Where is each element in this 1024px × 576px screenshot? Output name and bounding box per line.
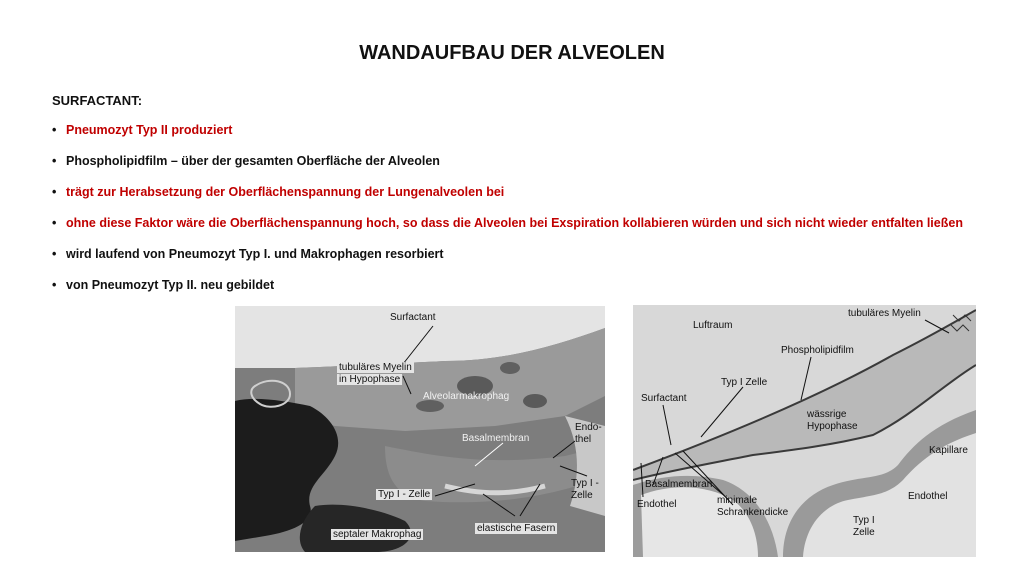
label-phospholipidfilm: Phospholipidfilm bbox=[781, 345, 854, 356]
label-endothel-left: Endothel bbox=[637, 499, 677, 510]
label-typ1-right: Typ I - bbox=[571, 478, 599, 489]
label-waessrige: wässrige bbox=[807, 409, 847, 420]
micrograph-left-drawing bbox=[235, 306, 605, 552]
label-tubular-myelin: tubuläres Myelin bbox=[339, 362, 412, 373]
bullet-item: • wird laufend von Pneumozyt Typ I. und Makrophagen resorbiert bbox=[52, 246, 963, 277]
label-typ1-bottom-2: Zelle bbox=[853, 527, 875, 538]
label-schrankendicke: Schrankendicke bbox=[717, 507, 789, 518]
label-luftraum: Luftraum bbox=[693, 320, 733, 331]
label-tubular-myelin-right: tubuläres Myelin bbox=[848, 308, 921, 319]
label-endothel-2: thel bbox=[575, 434, 592, 445]
label-surfactant-right: Surfactant bbox=[641, 393, 687, 404]
label-hypophase: in Hypophase bbox=[339, 374, 401, 385]
micrograph-right-drawing bbox=[633, 305, 976, 557]
label-kapillare: Kapillare bbox=[929, 445, 968, 456]
bullet-item: • Phospholipidfilm – über der gesamten Oberfläche der Alveolen bbox=[52, 153, 963, 184]
label-basalmembran: Basalmembran bbox=[462, 433, 530, 444]
label-typ1-zelle: Typ I - Zelle bbox=[378, 489, 431, 500]
bullet-item: • Pneumozyt Typ II produziert bbox=[52, 122, 963, 153]
label-minimale: minimale bbox=[717, 495, 758, 506]
section-subtitle: SURFACTANT: bbox=[52, 93, 143, 108]
label-endothel-right: Endothel bbox=[908, 491, 948, 502]
bullet-item: • ohne diese Faktor wäre die Oberflächenspannung hoch, so dass die Alveolen bei Exspiration kollabieren würden und sich nicht wieder entfalten ließen bbox=[52, 215, 963, 246]
label-typ1-bottom: Typ I bbox=[853, 515, 875, 526]
label-endothel: Endo- bbox=[575, 422, 602, 433]
label-hypophase-right: Hypophase bbox=[807, 421, 858, 432]
bullet-item: • von Pneumozyt Typ II. neu gebildet bbox=[52, 277, 963, 308]
label-typ1-right-2: Zelle bbox=[571, 490, 593, 501]
label-basalmembran-right: Basalmembran bbox=[645, 479, 713, 490]
micrograph-right bbox=[633, 305, 976, 557]
slide-title: WANDAUFBAU DER ALVEOLEN bbox=[359, 42, 665, 64]
label-surfactant: Surfactant bbox=[390, 312, 436, 323]
bullet-item: • trägt zur Herabsetzung der Oberflächenspannung der Lungenalveolen bei bbox=[52, 184, 963, 215]
label-alveolarmakrophag: Alveolarmakrophag bbox=[423, 391, 510, 402]
label-typ1-zelle-right: Typ I Zelle bbox=[721, 377, 768, 388]
label-elastische-fasern: elastische Fasern bbox=[477, 523, 556, 534]
micrograph-left bbox=[235, 306, 605, 552]
label-septaler-makrophag: septaler Makrophag bbox=[333, 529, 422, 540]
bullet-list bbox=[52, 122, 963, 308]
